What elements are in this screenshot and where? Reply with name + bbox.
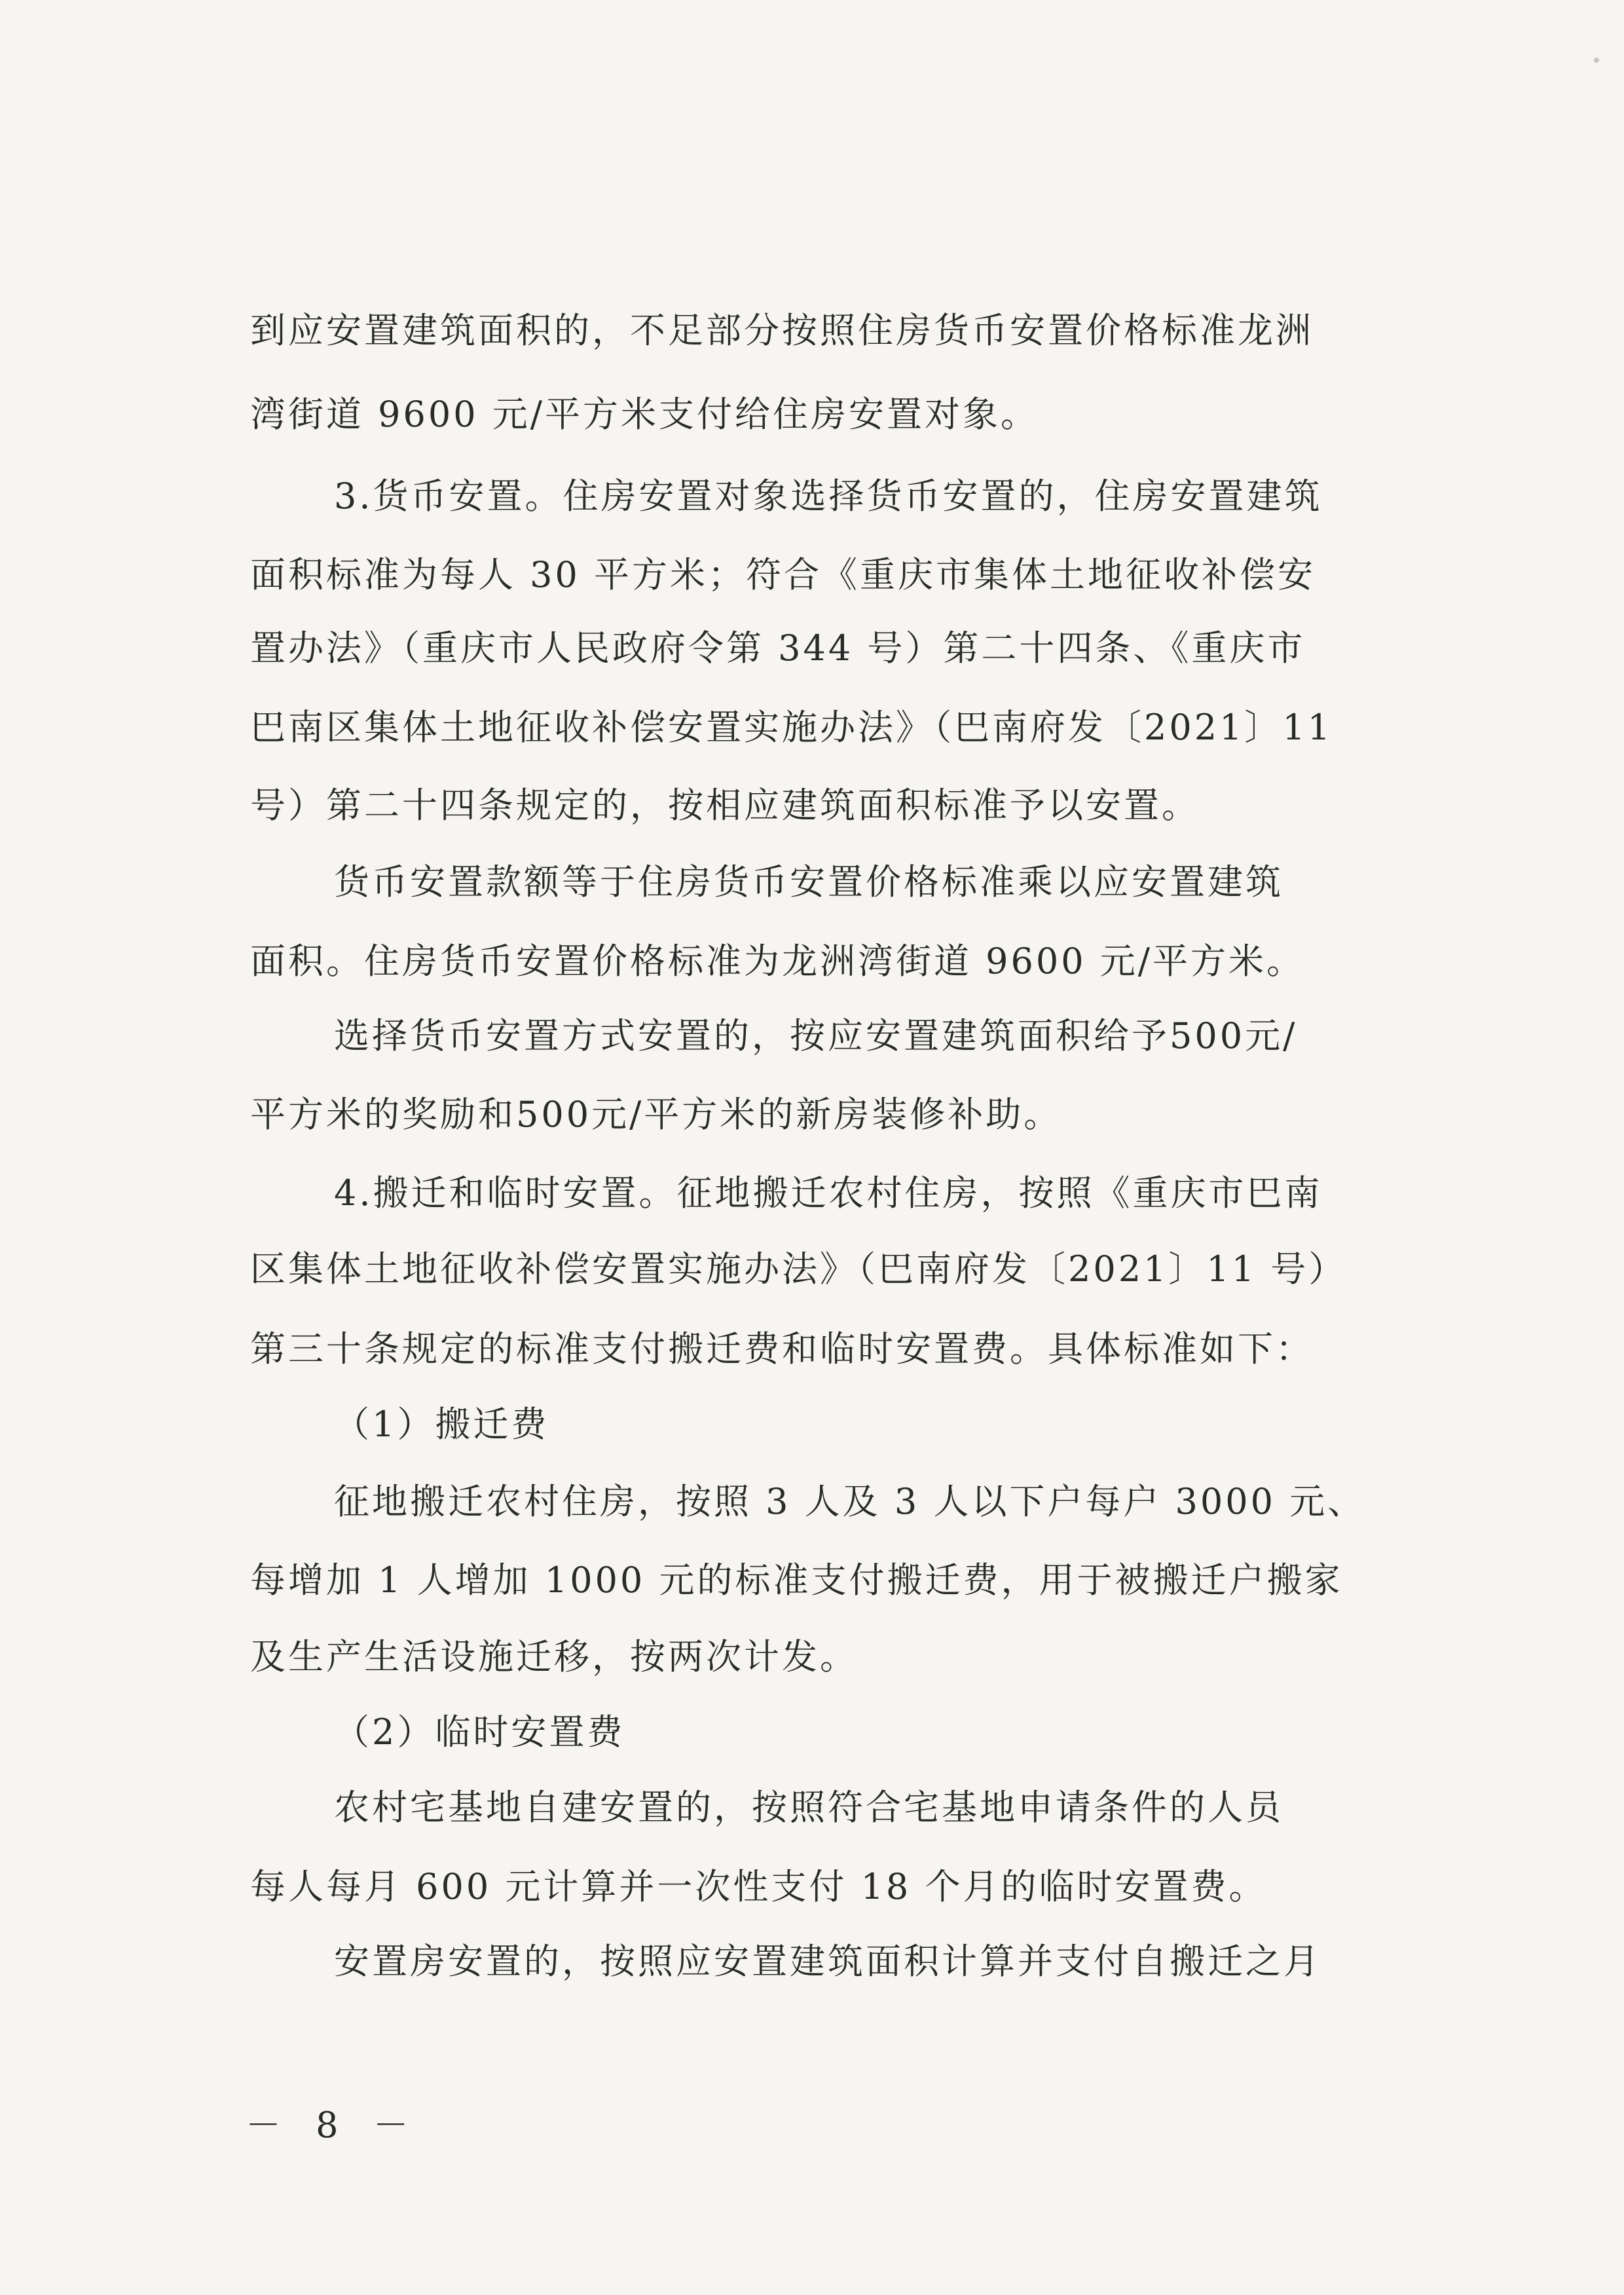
text-line: 面积。住房货币安置价格标准为龙洲湾街道 9600 元/平方米。: [250, 941, 1304, 982]
text-line: 及生产生活设施迁移，按两次计发。: [250, 1636, 858, 1677]
text-line: 面积标准为每人 30 平方米；符合《重庆市集体土地征收补偿安: [250, 554, 1316, 595]
text-line: 每增加 1 人增加 1000 元的标准支付搬迁费，用于被搬迁户搬家: [250, 1559, 1343, 1601]
text-line: 选择货币安置方式安置的，按应安置建筑面积给予500元/: [334, 1015, 1298, 1056]
text-line: 巴南区集体土地征收补偿安置实施办法》（巴南府发〔2021〕11: [250, 707, 1333, 748]
scan-speck: [1594, 58, 1599, 63]
text-line: （2）临时安置费: [334, 1711, 625, 1753]
text-line: 货币安置款额等于住房货币安置价格标准乘以应安置建筑: [334, 861, 1283, 903]
text-line: 到应安置建筑面积的，不足部分按照住房货币安置价格标准龙洲: [250, 310, 1314, 351]
text-line: 置办法》（重庆市人民政府令第 344 号）第二十四条、《重庆市: [250, 627, 1306, 669]
text-line: 农村宅基地自建安置的，按照符合宅基地申请条件的人员: [334, 1787, 1283, 1828]
page-number: － 8 －: [246, 2104, 420, 2146]
text-line: 区集体土地征收补偿安置实施办法》（巴南府发〔2021〕11 号）: [250, 1248, 1347, 1290]
text-line: 每人每月 600 元计算并一次性支付 18 个月的临时安置费。: [250, 1866, 1267, 1907]
text-line: 平方米的奖励和500元/平方米的新房装修补助。: [250, 1094, 1062, 1135]
text-line: 第三十条规定的标准支付搬迁费和临时安置费。具体标准如下：: [250, 1328, 1314, 1370]
text-line: 3.货币安置。住房安置对象选择货币安置的，住房安置建筑: [334, 476, 1323, 517]
text-line: 4.搬迁和临时安置。征地搬迁农村住房，按照《重庆市巴南: [334, 1172, 1323, 1214]
text-line: 湾街道 9600 元/平方米支付给住房安置对象。: [250, 394, 1039, 435]
text-line: （1）搬迁费: [334, 1404, 549, 1445]
text-line: 号）第二十四条规定的，按相应建筑面积标准予以安置。: [250, 785, 1200, 826]
text-line: 征地搬迁农村住房，按照 3 人及 3 人以下户每户 3000 元、: [334, 1481, 1366, 1522]
text-line: 安置房安置的，按照应安置建筑面积计算并支付自搬迁之月: [334, 1941, 1321, 1982]
